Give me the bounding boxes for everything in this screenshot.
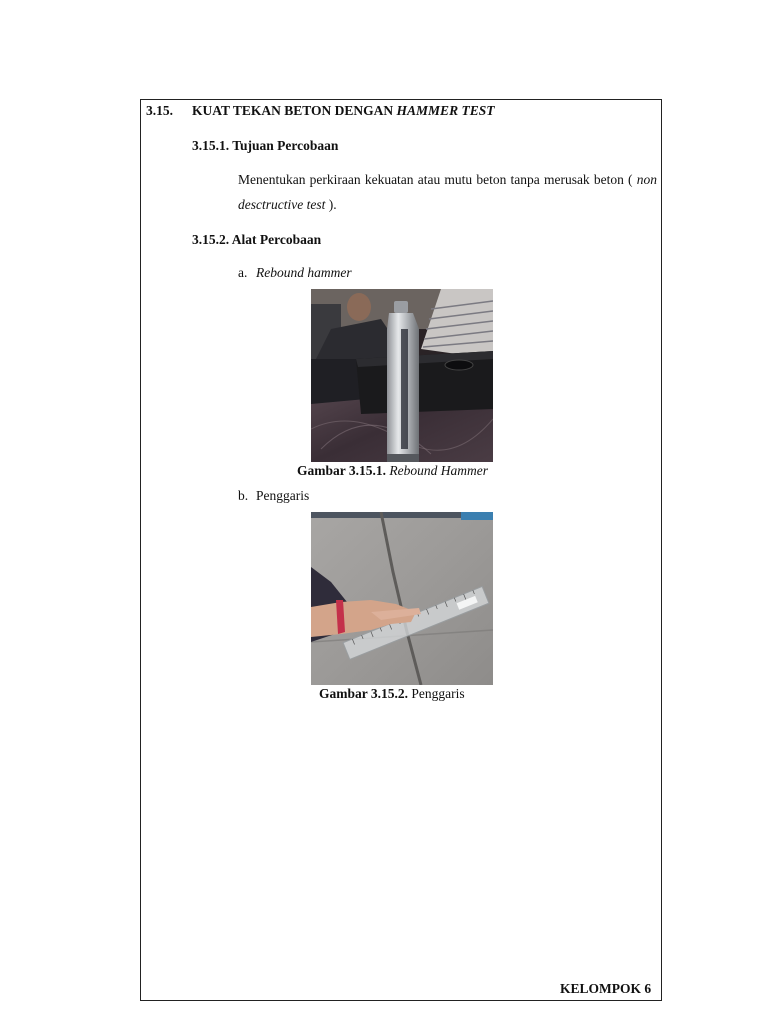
list-item-b xyxy=(238,488,309,504)
tujuan-text-end: ). xyxy=(325,197,337,212)
section-number: 3.15. xyxy=(146,103,173,118)
tujuan-text: Menentukan perkiraan kekuatan atau mutu beton tanpa merusak beton ( xyxy=(238,172,637,187)
list-label: Penggaris xyxy=(256,488,310,503)
tujuan-paragraph xyxy=(238,167,657,217)
list-label: Rebound hammer xyxy=(256,265,352,280)
subsection-heading-alat: 3.15.2. Alat Percobaan xyxy=(192,232,322,247)
subsection-heading-tujuan: 3.15.1. Tujuan Percobaan xyxy=(192,138,339,153)
ruler-photo xyxy=(311,512,493,685)
figure-caption-label: Rebound Hammer xyxy=(386,463,488,478)
list-letter: b. xyxy=(238,488,249,503)
figure-caption-label: Penggaris xyxy=(408,686,465,701)
figure-caption-rebound-hammer xyxy=(297,463,488,479)
section-title-italic: HAMMER TEST xyxy=(396,103,495,118)
figure-caption-number: Gambar 3.15.1. xyxy=(297,463,387,478)
list-item-a xyxy=(238,265,352,281)
tujuan-text-italic: non desctructive test xyxy=(238,172,657,212)
figure-caption-ruler xyxy=(319,686,465,702)
figure-caption-number: Gambar 3.15.2. xyxy=(319,686,409,701)
footer-group-label: KELOMPOK 6 xyxy=(560,981,652,996)
rebound-hammer-photo xyxy=(311,289,493,462)
list-letter: a. xyxy=(238,265,248,280)
section-title: KUAT TEKAN BETON DENGAN xyxy=(192,103,397,118)
section-heading xyxy=(146,103,494,119)
